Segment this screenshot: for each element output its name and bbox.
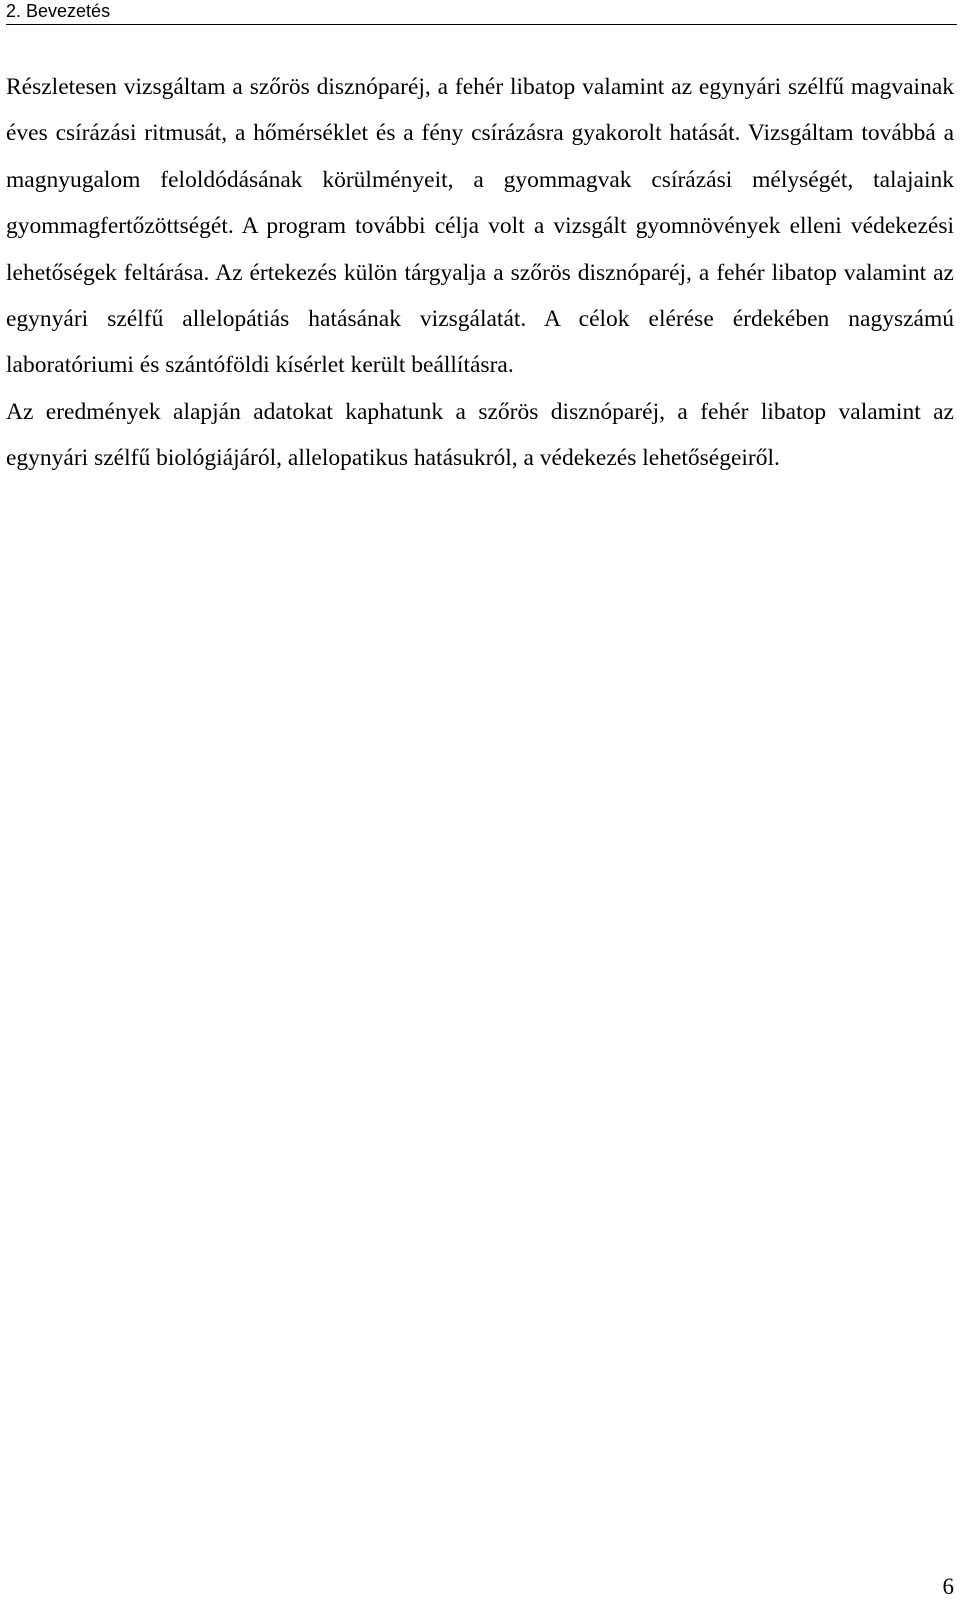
running-header (6, 0, 957, 25)
page-number: 6 (942, 1574, 954, 1599)
section-title: 2. Bevezetés (6, 1, 111, 21)
body-text (6, 64, 954, 482)
paragraph-results: Az eredmények alapján adatokat kaphatunk a szőrös disznóparéj, a fehér libatop valamint az egynyári szélfű biológiájáról, allelopatikus hatásukról, a védekezés lehetőségeiről. (6, 398, 954, 472)
paragraph-objectives: Részletesen vizsgáltam a szőrös disznóparéj, a fehér libatop valamint az egynyári szélfű magvainak éves csírázási ritmusát, a hőmérséklet és a fény csírázásra gyakorolt hatását. Vizsgáltam továbbá a magnyugalom feloldódásának körülményeit, a gyommagvak csírázási mélységét, talajaink gyommagfertőzöttségét. A program további célja volt a vizsgált gyomnövények elleni védekezési lehetőségek feltárása. Az értekezés külön tárgyalja a szőrös disznóparéj, a fehér libatop valamint az egynyári szélfű allelopátiás hatásának vizsgálatát. A célok elérése érdekében nagyszámú laboratóriumi és szántóföldi kísérlet került beállításra. (6, 74, 954, 379)
